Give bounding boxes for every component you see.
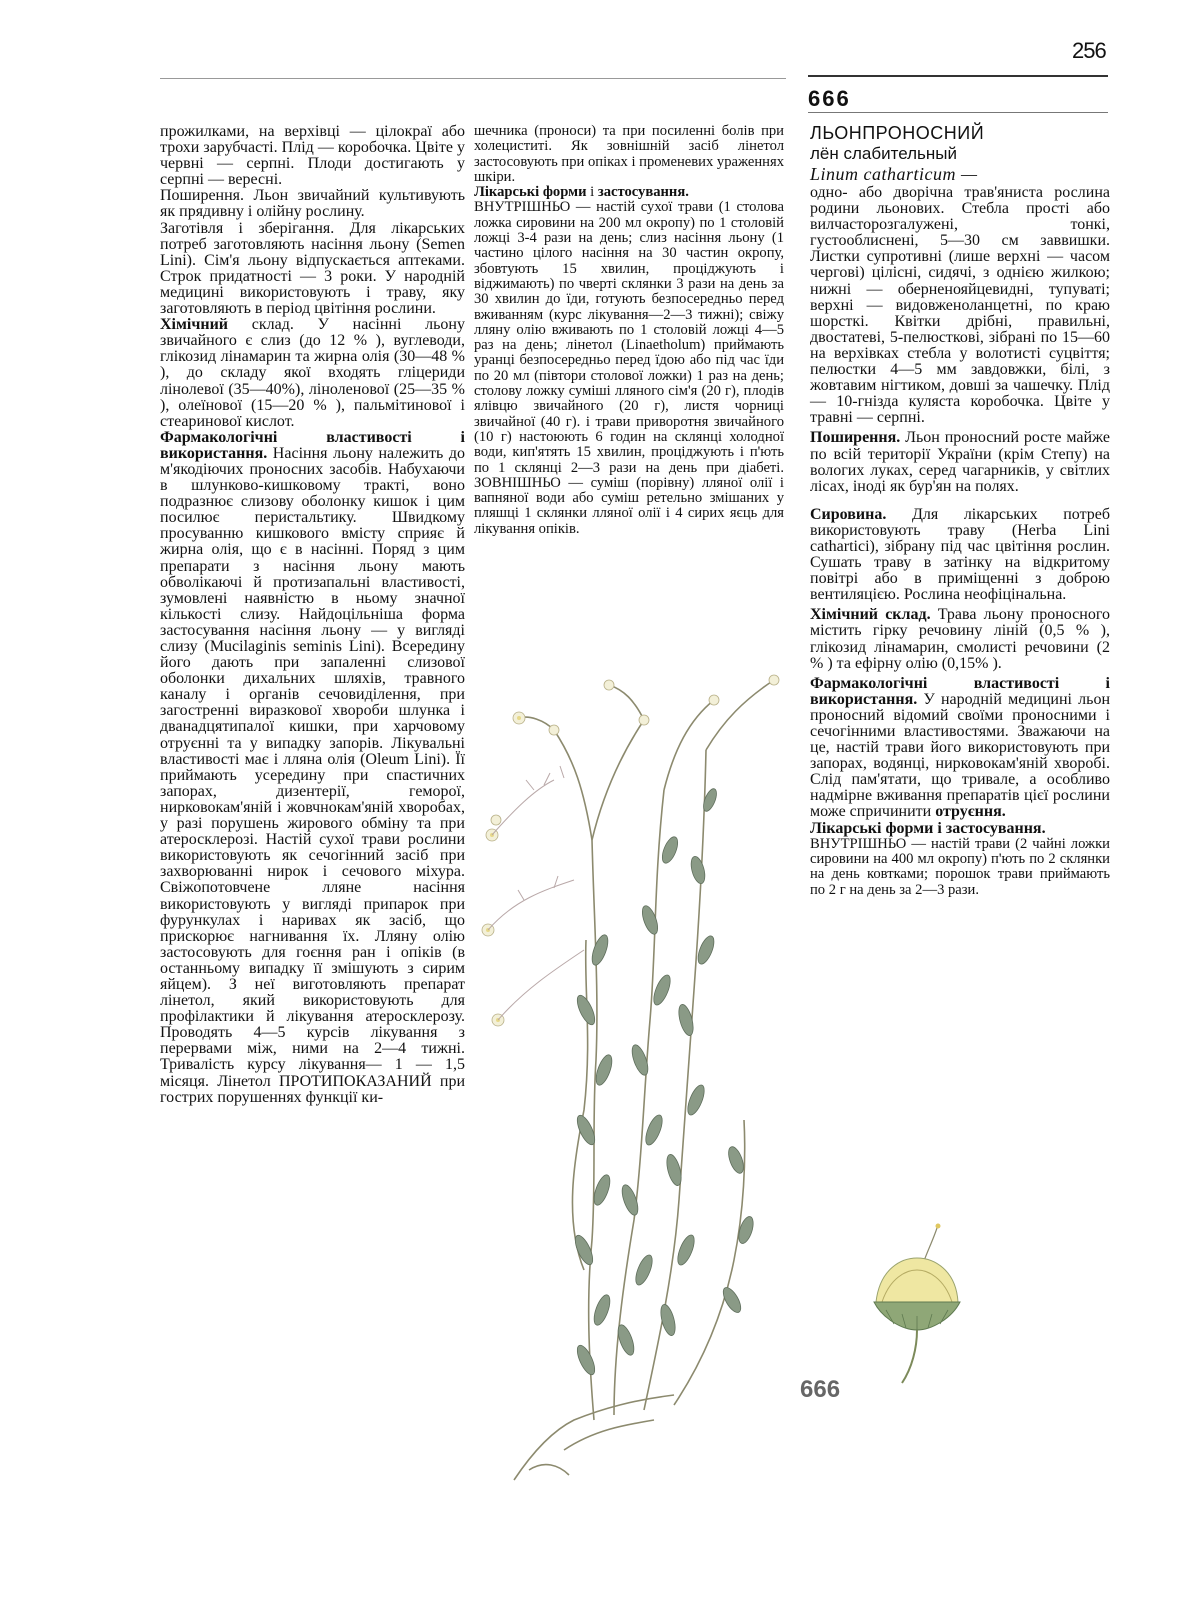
paragraph-distribution: Поширення. Льон звичайний культивують як прядивну і олійну рослину. <box>160 187 465 221</box>
paragraph-forms-text: ВНУТРІШНЬО — настій сухої трави (1 столова ложка сировини на 200 мл окропу) по 1 столовій ложці 3-4 рази на день; слиз насіння льону (1 частино цілого насіння на 30 частин окропу, збовтують 15 хвилин, проціджують і віджимають) по чверті склянки 3 рази на день за 30 хвилин до їди, готують безпосередньо перед вживанням (курс лікування—2—3 тижні); свіжу лляну олію вживають по 1 столовій ложці 4—5 раз на день; лінетол (Linaetholum) приймають уранці безпосередньо перед їдою або під час їди по 20 мл (півтори столової ложки) 1 раз на день; столову ложку суміші лляного сім'я (20 г), плодів ялівцю звичайного (20 г), листя чорниці звичайної (40 г). і трави приворотня звичайного (10 г) настоюють 6 годин на склянці холодної води, кип'ятять 15 хвилин, проціджують і п'ють по 1 склянці 2—3 рази на день при діабеті. ЗОВНІШНЬО — суміш (порівну) лляної олії і вапняної води або суміш ретельно змішаних у пляшці 1 склянки лляної олії і 4 сирих яєць для лікування опіків. <box>474 199 784 537</box>
top-rule <box>160 78 786 79</box>
paragraph-pharmacology <box>810 676 1110 821</box>
paragraph-forms-text: ВНУТРІШНЬО — настій трави (2 чайні ложки сировини на 400 мл окропу) п'ють по 2 склянки на день ковтками; порошок трави приймають по 2 г на день за 2—3 рази. <box>810 835 1110 898</box>
text-column-1 <box>160 124 465 1106</box>
entry-title-latin: Linum catharticum — <box>810 164 978 184</box>
paragraph-description-end: прожилками, на верхівці — цілокраї або трохи зарубчасті. Плід — коробочка. Цвіте у червні — серпні. Плоди достигають у серпні — вересні. <box>160 123 465 189</box>
forms-label: Лікарські форми і застосування. <box>810 819 1046 837</box>
plate-number: 666 <box>800 1376 841 1403</box>
paragraph-raw-material <box>810 507 1110 604</box>
raw-material-text: Для лікарських потреб використовують траву (Herba Lini cathartici), зібрану під час цвітіння рослин. Сушать траву в затінку на відкритому повітрі або в приміщенні з доброю вентиляцією. Рослина неофіцінальна. <box>810 505 1110 604</box>
forms-label: Лікарські форми <box>474 184 587 201</box>
entry-number: 666 <box>808 86 851 111</box>
raw-material-label: Сировина. <box>810 505 887 523</box>
chemical-label: Хімічний <box>160 316 229 334</box>
chemical-label: Хімічний склад. <box>810 606 931 624</box>
pharmacology-text: Насіння льону належить до м'якодіючих проносних засобів. Набухаючи в шлунково-кишковому тракті, воно подразнює слизову оболонку кишок і цим посилює перистальтику. Швидкому просуванню кишкового вмісту сприяє й жирна олія, що є в насінні. Поряд з цим препарати з насіння льону мають обволікаючі й протизапальні властивості, зумовлені наявністю в ньому значної кількості слизу. Найдоцільніша форма застосування насіння льону — у вигляді слизу (Mucilaginis seminis Lini). Всередину його дають при запаленні слизової оболонки дихальних шляхів, травного каналу і органів сечовиділення, при загостренні виразкової хвороби шлунка і дванадцятипалої кишки, при харчовому отруєнні та у випадку запорів. Лікувальні властивості має і лляна олія (Oleum Lini). Її приймають усередину при спастичних запорах, дизентерії, геморої, нирковокам'яній і жовчнокам'яній хворобах, у разі порушень жирового обміну та при атеросклерозі. Настій сухої трави рослини використовують як сечогінний засіб при захворюванні нирок і сечового міхура. Свіжопотовчене лляне насіння використовують у вигляді припарок при фурункулах і наривах як засіб, що прискорює нагнивання їх. Лляну олію застосовують для гоєння ран і опіків (в останньому випадку її змішують з сирим яйцем). З неї виготовляють препарат лінетол, який використовують для профілактики й лікування атеросклерозу. Проводять 4—5 курсів лікування з перервами між, ними на 2—4 тижні. Тривалість курсу лікування— 1 — 1,5 місяця. Лінетол ПРОТИПОКАЗАНИЙ при гострих порушеннях функції ки- <box>160 444 465 1106</box>
plant-illustration <box>474 660 804 1490</box>
pharmacology-text: У народній медицині льон проносний відомий своїми проносними і сечогінними властивостями. Зважаючи на це, настій трави його використовують при запорах, водянці, нирковокам'яній хворобі. Слід пам'ятати, що тривале, а особливо надмірне вживання препаратів цієї рослини може спричинити <box>810 690 1110 821</box>
chemical-text: Трава льону проносного містить гірку речовину ліній (0,5 % ), глікозид лінамарин, смолисті речовини (2 % ) та ефірну олію (0,15% ). <box>810 606 1111 672</box>
paragraph-forms-heading <box>810 821 1110 837</box>
paragraph-description: одно- або дворічна трав'яниста рослина родини льонових. Стебла прості або вилчасторозгалужені, тонкі, густооблиснені, 5—30 см заввишки. Листки супротивні (лише верхні — часом чергові) цілісні, сидячі, з однією жилкою; нижні — оберненояйцевидні, тупуваті; верхні — видовженоланцетні, по краю шорсткі. Квітки дрібні, правильні, двостатеві, 5-пелюсткові, зібрані по 15—60 на верхівках стебла у волотисті суцвіття; пелюстки 4—5 мм завдовжки, білі, з жовтавим нігтиком, довші за чашечку. Плід — 10-гнізда куляста коробочка. Цвіте у травні — серпні. <box>810 184 1110 427</box>
paragraph-harvesting: Заготівля і зберігання. Для лікарських потреб заготовляють насіння льону (Semen Lini). Сім'я льону відпускається аптеками. Строк придатності — 3 роки. У народній медицині використовують і траву, яку заготовляють в період цвітіння рослини. <box>160 219 465 318</box>
pharmacology-label: Фармакологічні властивості і використання. <box>160 428 465 462</box>
pharmacology-label: Фармакологічні властивості і використання. <box>810 674 1110 708</box>
text-column-3 <box>810 122 1110 898</box>
paragraph-continuation: шечника (проноси) та при посиленні болів при холециститі. Як зовнішній засіб лінетол застосовують при опіках і променевих ураженнях шкіри. <box>474 123 784 185</box>
forms-label-2: застосування. <box>597 184 689 201</box>
entry-rule <box>808 75 1108 77</box>
paragraph-distribution <box>810 430 1110 494</box>
entry-title-ukrainian: ЛЬОНПРОНОСНИЙ <box>810 123 985 143</box>
text-column-2 <box>474 124 784 537</box>
distribution-text: Льон проносний росте майже по всій території України (крім Степу) на вологих луках, серед чагарників, у світлих лісах, іноді як бур'ян на полях. <box>810 429 1110 495</box>
paragraph-chemical <box>160 317 465 430</box>
entry-underline <box>808 112 1108 113</box>
paragraph-pharmacology <box>160 430 465 1106</box>
entry-title-russian: лён слабительный <box>810 144 957 163</box>
distribution-label: Поширення. <box>810 429 901 447</box>
flower-capsule-illustration <box>862 1218 972 1388</box>
paragraph-forms-heading <box>474 185 784 200</box>
forms-connector: і <box>586 184 598 201</box>
page-number: 256 <box>1072 38 1106 63</box>
poisoning-word: отруєння. <box>935 803 1006 821</box>
chemical-text: склад. У насінні льону звичайного є слиз (до 12 % ), вуглеводи, глікозид лінамарин та жирна олія (30—48 % ), до складу якої входять гліцериди лінолевої (35—40%), ліноленової (25—35 % ), олеїнової (15—20 % ), пальмітинової і стеаринової кислот. <box>160 316 465 430</box>
paragraph-chemical <box>810 607 1110 671</box>
